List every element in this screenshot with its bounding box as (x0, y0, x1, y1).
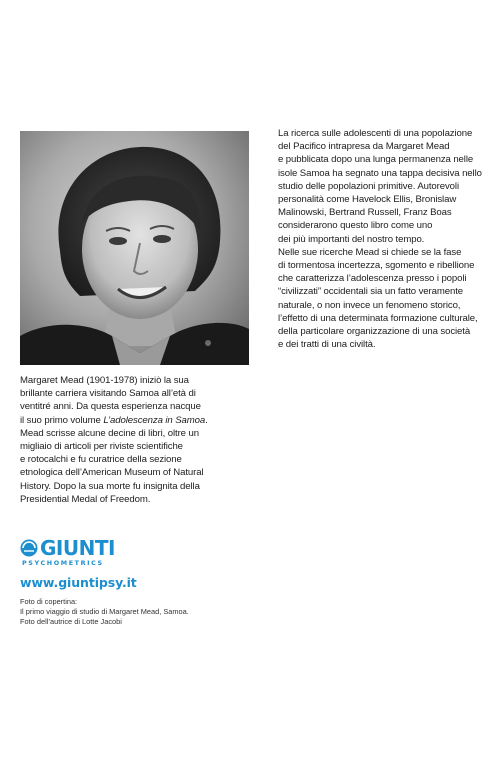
photo-credits (20, 597, 280, 627)
description-line: del Pacifico intrapresa da Margaret Mead (278, 141, 450, 153)
bio-line: History. Dopo la sua morte fu insignita della (20, 480, 200, 492)
credits-line: Il primo viaggio di studio di Margaret Mead, Samoa. (20, 607, 189, 616)
description-line: di tormentosa incertezza, sgomento e ribellione (278, 260, 475, 272)
description-line: considerarono questo libro come uno (278, 220, 433, 232)
publisher-logo (20, 537, 160, 573)
credits-line: Foto dell’autrice di Lotte Jacobi (20, 617, 122, 626)
description-line: e pubblicata dopo una lunga permanenza nelle (278, 154, 474, 166)
author-portrait-image (20, 131, 249, 365)
description-line: La ricerca sulle adolescenti di una popolazione (278, 128, 473, 139)
description-line: Nelle sue ricerche Mead si chiede se la fase (278, 246, 462, 258)
giunti-logo-icon (20, 539, 38, 557)
description-line: “civilizzati” occidentali sia un fatto veramente (278, 286, 464, 298)
bio-line: brillante carriera visitando Samoa all’età di (20, 388, 196, 400)
publisher-division: PSYCHOMETRICS (22, 559, 104, 567)
bio-line: Margaret Mead (1901-1978) iniziò la sua (20, 375, 189, 386)
bio-line: etnologica dell’American Museum of Natural (20, 467, 204, 479)
bio-text: . (205, 414, 208, 426)
description-line: che caratterizza l’adolescenza presso i popoli (278, 273, 467, 285)
description-line: della particolare organizzazione di una società (278, 326, 471, 338)
bio-line: e rotocalchi e fu curatrice della sezione (20, 454, 182, 466)
bio-line: ventitré anni. Da questa esperienza nacque (20, 401, 201, 413)
description-line: naturale, o non invece un fenomeno storico, (278, 299, 461, 311)
description-line: e dei tratti di una civiltà. (278, 339, 376, 351)
publisher-website[interactable]: www.giuntipsy.it (20, 575, 137, 590)
bio-text: il suo primo volume (20, 414, 104, 426)
bio-line: migliaio di articoli per riviste scientifiche (20, 441, 183, 453)
description-line: l’effetto di una determinata formazione culturale, (278, 312, 478, 324)
credits-line: Foto di copertina: (20, 597, 78, 606)
description-line: isole Samoa ha segnato una tappa decisiva nello (278, 167, 482, 179)
book-description (278, 127, 488, 351)
author-bio (20, 374, 256, 506)
description-line: personalità come Havelock Ellis, Bronislaw (278, 194, 457, 206)
book-title: L’adolescenza in Samoa (103, 414, 206, 426)
description-line: Malinowski, Bertrand Russell, Franz Boas (278, 207, 452, 219)
description-line: studio delle popolazioni primitive. Autorevoli (278, 180, 459, 192)
author-portrait-photo (20, 131, 249, 365)
bio-line: Mead scrisse alcune decine di libri, oltre un (20, 427, 199, 439)
publisher-name: GIUNTI (40, 536, 115, 560)
description-line: dei più importanti del nostro tempo. (278, 233, 425, 245)
bio-line (20, 414, 256, 427)
bio-line: Presidential Medal of Freedom. (20, 493, 151, 505)
